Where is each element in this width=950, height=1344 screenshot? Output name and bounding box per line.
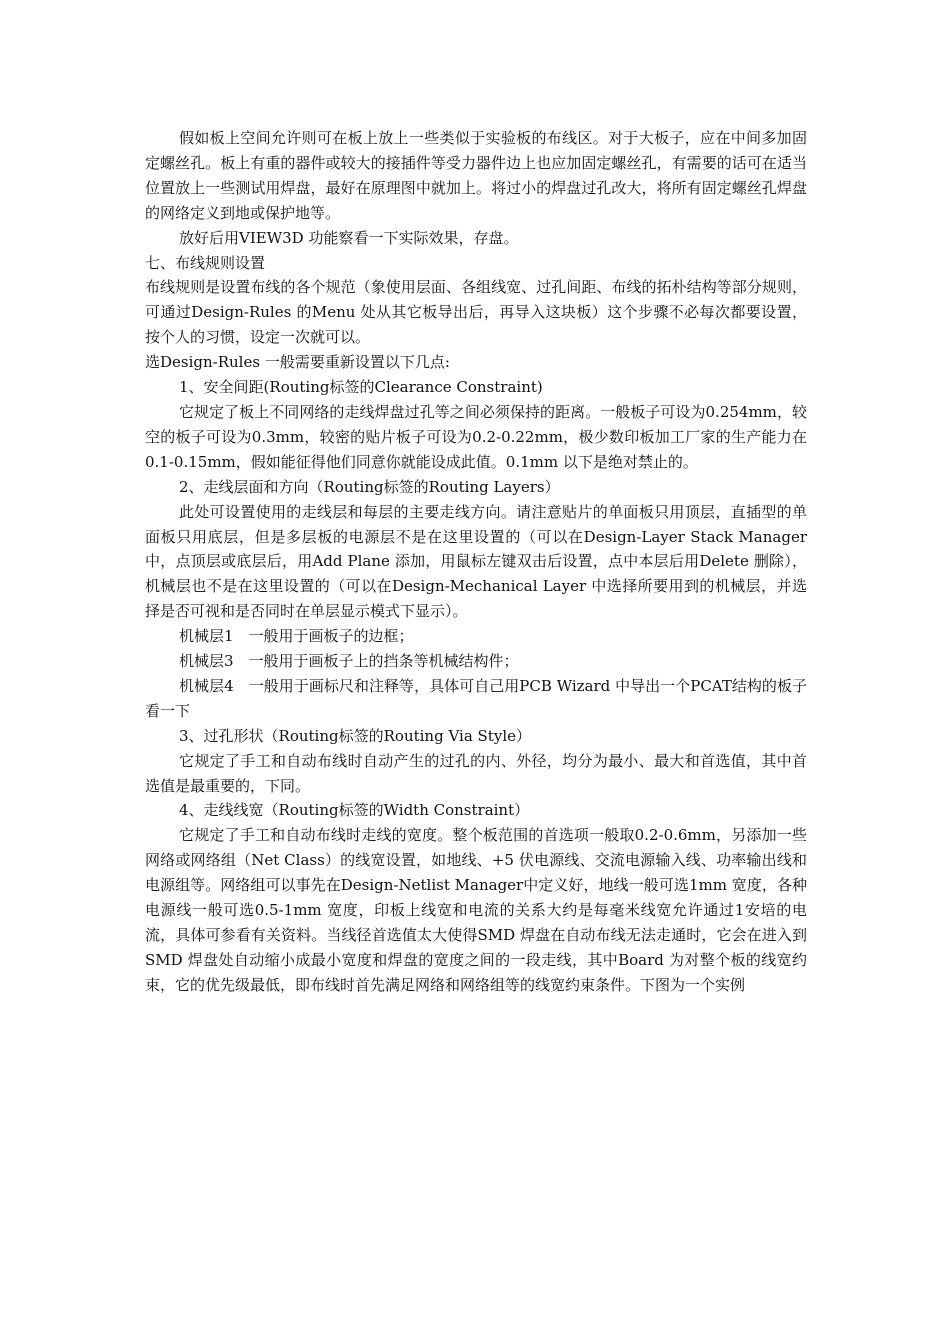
item-heading-routing-layers: 2、走线层面和方向（Routing标签的Routing Layers） [179, 477, 560, 496]
paragraph-via-style: 它规定了手工和自动布线时自动产生的过孔的内、外径，均分为最小、最大和首选值，其中首选值是最重要的，下同。 [145, 751, 807, 795]
paragraph-mech-layer-4: 机械层4 一般用于画标尺和注释等，具体可自己用PCB Wizard 中导出一个PCAT结构的板子看一下 [145, 676, 807, 720]
item-heading-via-style: 3、过孔形状（Routing标签的Routing Via Style） [179, 726, 531, 745]
item-heading-width: 4、走线线宽（Routing标签的Width Constraint） [179, 801, 530, 820]
paragraph-clearance: 它规定了板上不同网络的走线焊盘过孔等之间必须保持的距离。一般板子可设为0.254mm，较空的板子可设为0.3mm，较密的贴片板子可设为0.2-0.22mm，极少数印板加工厂家的生产能力在0.1-0.15mm，假如能征得他们同意你就能设成此值。0.1mm 以下是绝对禁止的。 [145, 402, 807, 471]
paragraph-mech-layer-1: 机械层1 一般用于画板子的边框； [179, 627, 414, 646]
paragraph-rules-intro: 布线规则是设置布线的各个规范（象使用层面、各组线宽、过孔间距、布线的拓朴结构等部分规则，可通过Design-Rules 的Menu 处从其它板导出后，再导入这块板）这个步骤不必每次都要设置，按个人的习惯，设定一次就可以。 [145, 278, 807, 347]
document-body [145, 126, 807, 998]
paragraph-width: 它规定了手工和自动布线时走线的宽度。整个板范围的首选项一般取0.2-0.6mm，另添加一些网络或网络组（Net Class）的线宽设置，如地线、+5 伏电源线、交流电源输入线、功率输出线和电源组等。网络组可以事先在Design-Netlist Manager中定义好，地线一般可选1mm 宽度，各种电源线一般可选0.5-1mm 宽度，印板上线宽和电流的关系大约是每毫米线宽允许通过1安培的电流，具体可参看有关资料。当线径首选值太大使得SMD 焊盘在自动布线无法走通时，它会在进入到SMD 焊盘处自动缩小成最小宽度和焊盘的宽度之间的一段走线，其中Board 为对整个板的线宽约束，它的优先级最低，即布线时首先满足网络和网络组等的线宽约束条件。下图为一个实例 [145, 826, 807, 994]
section-heading-routing-rules: 七、布线规则设置 [145, 253, 266, 272]
paragraph-mech-layer-3: 机械层3 一般用于画板子上的挡条等机械结构件； [179, 652, 519, 671]
paragraph-routing-layers: 此处可设置使用的走线层和每层的主要走线方向。请注意贴片的单面板只用顶层，直插型的单面板只用底层，但是多层板的电源层不是在这里设置的（可以在Design-Layer Stack Manager中，点顶层或底层后，用Add Plane 添加，用鼠标左键双击后设置，点中本层后用Delete 删除），机械层也不是在这里设置的（可以在Design-Mechanical Layer 中选择所要用到的机械层，并选择是否可视和是否同时在单层显示模式下显示）。 [145, 502, 807, 621]
paragraph-view3d: 放好后用VIEW3D 功能察看一下实际效果，存盘。 [179, 228, 519, 247]
paragraph-board-space: 假如板上空间允许则可在板上放上一些类似于实验板的布线区。对于大板子，应在中间多加固定螺丝孔。板上有重的器件或较大的接插件等受力器件边上也应加固定螺丝孔，有需要的话可在适当位置放上一些测试用焊盘，最好在原理图中就加上。将过小的焊盘过孔改大，将所有固定螺丝孔焊盘的网络定义到地或保护地等。 [145, 129, 807, 222]
paragraph-design-rules: 选Design-Rules 一般需要重新设置以下几点: [145, 353, 450, 372]
item-heading-clearance: 1、安全间距(Routing标签的Clearance Constraint) [179, 378, 543, 397]
